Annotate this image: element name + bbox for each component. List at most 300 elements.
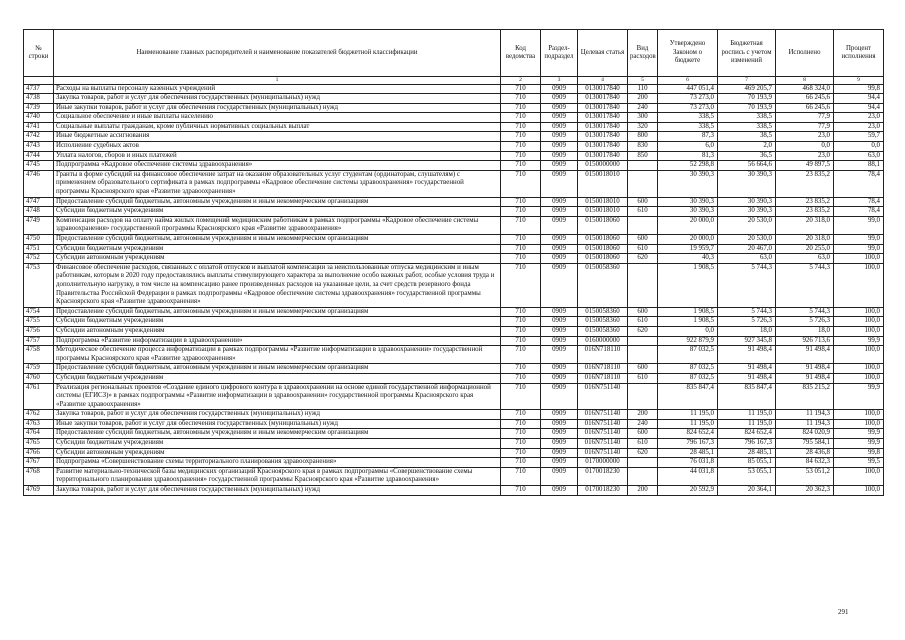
- dept-code-cell: 710: [501, 373, 541, 383]
- approved-cell: 30 390,3: [658, 207, 718, 217]
- row-name-cell: Субсидии бюджетным учреждениям: [54, 439, 501, 449]
- table-body: [24, 84, 884, 495]
- table-row: [24, 103, 884, 113]
- expense-kind-cell: [628, 263, 658, 307]
- row-name-cell: Субсидии бюджетным учреждениям: [54, 207, 501, 217]
- approved-cell: 30 390,3: [658, 197, 718, 207]
- table-row: [24, 307, 884, 317]
- approved-cell: 87,3: [658, 132, 718, 142]
- approved-cell: 44 031,8: [658, 467, 718, 485]
- row-number-cell: 4739: [24, 103, 54, 113]
- percent-cell: 78,4: [834, 197, 884, 207]
- target-article-cell: 0130017840: [578, 103, 628, 113]
- row-name-cell: Гранты в форме субсидий на финансовое обеспечение затрат на оказание образовательных услуг студентам (ординаторам, слушателям) с применением образовательного сертификата в рамках подпрограммы «Кадровое обеспечение системы здравоохранения» государственной программы Красноярского края «Развитие здравоохранения»: [54, 170, 501, 197]
- dept-code-cell: 710: [501, 151, 541, 161]
- header-approved: Утверждено Законом о бюджете: [658, 30, 718, 77]
- dept-code-cell: 710: [501, 429, 541, 439]
- budget-list-cell: 338,5: [718, 113, 776, 123]
- section-cell: 0909: [541, 439, 578, 449]
- target-article-cell: 0130017840: [578, 84, 628, 94]
- percent-cell: 23,0: [834, 113, 884, 123]
- header-dept-code: Код ведомства: [501, 30, 541, 77]
- column-number: 9: [834, 77, 884, 85]
- executed-cell: 835 215,2: [776, 383, 834, 410]
- header-name: Наименование главных распорядителей и наименование показателей бюджетной классификации: [54, 30, 501, 77]
- dept-code-cell: 710: [501, 326, 541, 336]
- executed-cell: 5 726,3: [776, 317, 834, 327]
- section-cell: 0909: [541, 170, 578, 197]
- approved-cell: 338,5: [658, 113, 718, 123]
- row-name-cell: Развитие материально-технической базы медицинских организаций Красноярского края в рамках подпрограммы «Совершенствование схемы территориального планирования здравоохранения» государственной программы Красноярского края «Развитие здравоохранения»: [54, 467, 501, 485]
- table-row: [24, 458, 884, 468]
- table-row: [24, 429, 884, 439]
- row-name-cell: Субсидии автономным учреждениям: [54, 326, 501, 336]
- row-name-cell: Расходы на выплаты персоналу казенных учреждений: [54, 84, 501, 94]
- section-cell: 0909: [541, 216, 578, 234]
- expense-kind-cell: 240: [628, 103, 658, 113]
- budget-list-cell: 70 193,9: [718, 94, 776, 104]
- executed-cell: 66 245,6: [776, 103, 834, 113]
- executed-cell: 11 194,3: [776, 410, 834, 420]
- target-article-cell: 0130017840: [578, 142, 628, 152]
- row-name-cell: Предоставление субсидий бюджетным, автономным учреждениям и иным некоммерческим организациям: [54, 235, 501, 245]
- percent-cell: 100,0: [834, 410, 884, 420]
- approved-cell: 28 485,1: [658, 448, 718, 458]
- expense-kind-cell: 240: [628, 419, 658, 429]
- table-row: [24, 161, 884, 171]
- dept-code-cell: 710: [501, 94, 541, 104]
- target-article-cell: 0150018010: [578, 197, 628, 207]
- column-number: 6: [658, 77, 718, 85]
- column-number: 7: [718, 77, 776, 85]
- row-name-cell: Закупка товаров, работ и услуг для обеспечения государственных (муниципальных) нужд: [54, 94, 501, 104]
- approved-cell: 835 847,4: [658, 383, 718, 410]
- table-row: [24, 383, 884, 410]
- executed-cell: 77,9: [776, 122, 834, 132]
- row-name-cell: Субсидии автономным учреждениям: [54, 254, 501, 264]
- table-row: [24, 84, 884, 94]
- column-number: 8: [776, 77, 834, 85]
- approved-cell: 6,0: [658, 142, 718, 152]
- target-article-cell: 016N718110: [578, 364, 628, 374]
- target-article-cell: 016N751140: [578, 439, 628, 449]
- target-article-cell: 0130017840: [578, 94, 628, 104]
- row-number-cell: 4747: [24, 197, 54, 207]
- header-budget-list: Бюджетная роспись с учетом изменений: [718, 30, 776, 77]
- row-number-cell: 4761: [24, 383, 54, 410]
- header-percent: Процент исполнения: [834, 30, 884, 77]
- dept-code-cell: 710: [501, 486, 541, 496]
- row-name-cell: Компенсация расходов на оплату найма жилых помещений медицинским работникам в рамках подпрограммы «Кадровое обеспечение системы здравоохранения» государственной программы Красноярского края «Развитие здравоохранения»: [54, 216, 501, 234]
- row-name-cell: Иные закупки товаров, работ и услуг для обеспечения государственных (муниципальных) нужд: [54, 103, 501, 113]
- table-row: [24, 197, 884, 207]
- target-article-cell: 0150058360: [578, 307, 628, 317]
- dept-code-cell: 710: [501, 244, 541, 254]
- expense-kind-cell: [628, 161, 658, 171]
- row-number-cell: 4737: [24, 84, 54, 94]
- expense-kind-cell: 610: [628, 439, 658, 449]
- dept-code-cell: 710: [501, 254, 541, 264]
- approved-cell: 19 959,7: [658, 244, 718, 254]
- section-cell: 0909: [541, 132, 578, 142]
- dept-code-cell: 710: [501, 207, 541, 217]
- dept-code-cell: 710: [501, 458, 541, 468]
- target-article-cell: 0130017840: [578, 151, 628, 161]
- executed-cell: 66 245,6: [776, 94, 834, 104]
- dept-code-cell: 710: [501, 113, 541, 123]
- executed-cell: 20 362,3: [776, 486, 834, 496]
- percent-cell: 99,8: [834, 448, 884, 458]
- column-number: [24, 77, 54, 85]
- table-row: [24, 326, 884, 336]
- section-cell: 0909: [541, 244, 578, 254]
- executed-cell: 11 194,3: [776, 419, 834, 429]
- target-article-cell: 0150058360: [578, 263, 628, 307]
- row-name-cell: Иные закупки товаров, работ и услуг для обеспечения государственных (муниципальных) нужд: [54, 419, 501, 429]
- section-cell: 0909: [541, 103, 578, 113]
- percent-cell: 99,0: [834, 235, 884, 245]
- budget-list-cell: 30 390,3: [718, 170, 776, 197]
- budget-list-cell: 20 364,1: [718, 486, 776, 496]
- target-article-cell: 0170018230: [578, 467, 628, 485]
- table-row: [24, 142, 884, 152]
- section-cell: 0909: [541, 142, 578, 152]
- percent-cell: 100,0: [834, 467, 884, 485]
- target-article-cell: 0130017840: [578, 132, 628, 142]
- table-row: [24, 207, 884, 217]
- target-article-cell: 0150018010: [578, 170, 628, 197]
- expense-kind-cell: 600: [628, 307, 658, 317]
- budget-list-cell: 91 498,4: [718, 373, 776, 383]
- executed-cell: 824 020,9: [776, 429, 834, 439]
- table-row: [24, 486, 884, 496]
- approved-cell: 20 000,0: [658, 235, 718, 245]
- row-name-cell: Подпрограмма «Кадровое обеспечение системы здравоохранения»: [54, 161, 501, 171]
- budget-list-cell: 85 055,1: [718, 458, 776, 468]
- percent-cell: 100,0: [834, 307, 884, 317]
- row-number-cell: 4757: [24, 336, 54, 346]
- target-article-cell: 016N718110: [578, 346, 628, 364]
- dept-code-cell: 710: [501, 346, 541, 364]
- row-number-cell: 4763: [24, 419, 54, 429]
- budget-list-cell: 5 744,3: [718, 307, 776, 317]
- row-name-cell: Предоставление субсидий бюджетным, автономным учреждениям и иным некоммерческим организациям: [54, 364, 501, 374]
- dept-code-cell: 710: [501, 364, 541, 374]
- row-number-cell: 4740: [24, 113, 54, 123]
- dept-code-cell: 710: [501, 122, 541, 132]
- budget-list-cell: 20 530,0: [718, 216, 776, 234]
- budget-list-cell: 30 390,3: [718, 197, 776, 207]
- table-row: [24, 122, 884, 132]
- section-cell: 0909: [541, 84, 578, 94]
- expense-kind-cell: 610: [628, 244, 658, 254]
- section-cell: 0909: [541, 419, 578, 429]
- table-row: [24, 244, 884, 254]
- dept-code-cell: 710: [501, 235, 541, 245]
- budget-list-cell: 11 195,0: [718, 419, 776, 429]
- percent-cell: 100,0: [834, 419, 884, 429]
- row-number-cell: 4759: [24, 364, 54, 374]
- expense-kind-cell: 620: [628, 326, 658, 336]
- executed-cell: 5 744,3: [776, 263, 834, 307]
- approved-cell: 11 195,0: [658, 419, 718, 429]
- table-row: [24, 373, 884, 383]
- row-name-cell: Финансовое обеспечение расходов, связанных с оплатой отпусков и выплатой компенсации за неиспользованные отпуска медицинским и иным работникам, которым в 2020 году предоставлялись выплаты стимулирующего характера за выполнение особо важных работ, особые условия труда и дополнительную нагрузку, в том числе на компенсацию ранее произведенных расходов на указанные цели, за счет средств резервного фонда Правительства Российской Федерации в рамках подпрограммы «Кадровое обеспечение системы здравоохранения» государственной программы Красноярского края «Развитие здравоохранения»: [54, 263, 501, 307]
- section-cell: 0909: [541, 336, 578, 346]
- row-number-cell: 4760: [24, 373, 54, 383]
- table-row: [24, 235, 884, 245]
- budget-list-cell: 36,5: [718, 151, 776, 161]
- expense-kind-cell: 830: [628, 142, 658, 152]
- percent-cell: 100,0: [834, 326, 884, 336]
- section-cell: 0909: [541, 235, 578, 245]
- row-number-cell: 4768: [24, 467, 54, 485]
- budget-list-cell: 56 664,6: [718, 161, 776, 171]
- percent-cell: 0,0: [834, 142, 884, 152]
- target-article-cell: 0130017840: [578, 122, 628, 132]
- table-row: [24, 254, 884, 264]
- executed-cell: 5 744,3: [776, 307, 834, 317]
- row-number-cell: 4769: [24, 486, 54, 496]
- percent-cell: 100,0: [834, 254, 884, 264]
- table-row: [24, 151, 884, 161]
- dept-code-cell: 710: [501, 84, 541, 94]
- dept-code-cell: 710: [501, 263, 541, 307]
- budget-list-cell: 63,0: [718, 254, 776, 264]
- table-row: [24, 94, 884, 104]
- row-number-cell: 4745: [24, 161, 54, 171]
- row-number-cell: 4766: [24, 448, 54, 458]
- row-name-cell: Иные бюджетные ассигнования: [54, 132, 501, 142]
- approved-cell: 922 879,9: [658, 336, 718, 346]
- section-cell: 0909: [541, 467, 578, 485]
- budget-list-cell: 91 498,4: [718, 346, 776, 364]
- row-name-cell: Подпрограмма «Совершенствование схемы территориального планирования здравоохранения»: [54, 458, 501, 468]
- row-number-cell: 4749: [24, 216, 54, 234]
- dept-code-cell: 710: [501, 467, 541, 485]
- approved-cell: 20 592,9: [658, 486, 718, 496]
- approved-cell: 87 032,5: [658, 373, 718, 383]
- header-executed: Исполнено: [776, 30, 834, 77]
- budget-list-cell: 11 195,0: [718, 410, 776, 420]
- percent-cell: 100,0: [834, 364, 884, 374]
- table-row: [24, 170, 884, 197]
- row-name-cell: Субсидии бюджетным учреждениям: [54, 244, 501, 254]
- executed-cell: 91 498,4: [776, 346, 834, 364]
- expense-kind-cell: 850: [628, 151, 658, 161]
- table-row: [24, 364, 884, 374]
- approved-cell: 81,3: [658, 151, 718, 161]
- executed-cell: 84 632,3: [776, 458, 834, 468]
- row-number-cell: 4764: [24, 429, 54, 439]
- expense-kind-cell: 600: [628, 364, 658, 374]
- table-row: [24, 439, 884, 449]
- target-article-cell: 0150018060: [578, 235, 628, 245]
- target-article-cell: 0150000000: [578, 161, 628, 171]
- expense-kind-cell: [628, 336, 658, 346]
- section-cell: 0909: [541, 207, 578, 217]
- section-cell: 0909: [541, 326, 578, 336]
- approved-cell: 11 195,0: [658, 410, 718, 420]
- percent-cell: 59,7: [834, 132, 884, 142]
- dept-code-cell: 710: [501, 410, 541, 420]
- row-number-cell: 4738: [24, 94, 54, 104]
- dept-code-cell: 710: [501, 307, 541, 317]
- approved-cell: 87 032,5: [658, 346, 718, 364]
- row-name-cell: Предоставление субсидий бюджетным, автономным учреждениям и иным некоммерческим организациям: [54, 307, 501, 317]
- section-cell: 0909: [541, 410, 578, 420]
- header-target-article: Целевая статья: [578, 30, 628, 77]
- executed-cell: 468 324,0: [776, 84, 834, 94]
- target-article-cell: 0150058360: [578, 317, 628, 327]
- row-name-cell: Субсидии бюджетным учреждениям: [54, 373, 501, 383]
- executed-cell: 28 436,8: [776, 448, 834, 458]
- target-article-cell: 0160000000: [578, 336, 628, 346]
- approved-cell: 52 298,8: [658, 161, 718, 171]
- expense-kind-cell: 610: [628, 207, 658, 217]
- budget-list-cell: 91 498,4: [718, 364, 776, 374]
- table-header: [24, 30, 884, 85]
- header-row-number: № строки: [24, 30, 54, 77]
- section-cell: 0909: [541, 373, 578, 383]
- budget-list-cell: 38,5: [718, 132, 776, 142]
- expense-kind-cell: [628, 467, 658, 485]
- target-article-cell: 0150018010: [578, 207, 628, 217]
- dept-code-cell: 710: [501, 197, 541, 207]
- row-name-cell: Исполнение судебных актов: [54, 142, 501, 152]
- row-number-cell: 4741: [24, 122, 54, 132]
- percent-cell: 100,0: [834, 373, 884, 383]
- percent-cell: 100,0: [834, 346, 884, 364]
- table-row: [24, 263, 884, 307]
- row-name-cell: Реализация региональных проектов «Создание единого цифрового контура в здравоохранении на основе единой государственной информационной системы (ЕГИСЗ)» в рамках подпрограммы «Развитие информатизации в здравоохранении» государственной программы Красноярского края «Развитие здравоохранения»: [54, 383, 501, 410]
- percent-cell: 94,4: [834, 103, 884, 113]
- budget-execution-table: [23, 29, 884, 496]
- dept-code-cell: 710: [501, 317, 541, 327]
- section-cell: 0909: [541, 364, 578, 374]
- executed-cell: 49 897,5: [776, 161, 834, 171]
- dept-code-cell: 710: [501, 132, 541, 142]
- percent-cell: 99,9: [834, 383, 884, 410]
- row-number-cell: 4755: [24, 317, 54, 327]
- row-name-cell: Социальные выплаты гражданам, кроме публичных нормативных социальных выплат: [54, 122, 501, 132]
- table-row: [24, 113, 884, 123]
- budget-list-cell: 796 167,3: [718, 439, 776, 449]
- section-cell: 0909: [541, 113, 578, 123]
- executed-cell: 20 318,0: [776, 235, 834, 245]
- row-name-cell: Субсидии автономным учреждениям: [54, 448, 501, 458]
- section-cell: 0909: [541, 307, 578, 317]
- budget-list-cell: 2,0: [718, 142, 776, 152]
- target-article-cell: 016N751140: [578, 419, 628, 429]
- row-number-cell: 4750: [24, 235, 54, 245]
- target-article-cell: 0170000000: [578, 458, 628, 468]
- column-number: 1: [54, 77, 501, 85]
- row-number-cell: 4743: [24, 142, 54, 152]
- approved-cell: 73 273,0: [658, 94, 718, 104]
- target-article-cell: 0150018060: [578, 254, 628, 264]
- budget-list-cell: 53 055,1: [718, 467, 776, 485]
- expense-kind-cell: 320: [628, 122, 658, 132]
- section-cell: 0909: [541, 346, 578, 364]
- row-name-cell: Предоставление субсидий бюджетным, автономным учреждениям и иным некоммерческим организациям: [54, 197, 501, 207]
- approved-cell: 824 652,4: [658, 429, 718, 439]
- header-expense-kind: Вид расходов: [628, 30, 658, 77]
- percent-cell: 78,4: [834, 170, 884, 197]
- budget-list-cell: 70 193,9: [718, 103, 776, 113]
- budget-list-cell: 5 726,3: [718, 317, 776, 327]
- percent-cell: 100,0: [834, 486, 884, 496]
- executed-cell: 23,0: [776, 151, 834, 161]
- row-number-cell: 4758: [24, 346, 54, 364]
- row-number-cell: 4754: [24, 307, 54, 317]
- section-cell: 0909: [541, 122, 578, 132]
- expense-kind-cell: [628, 458, 658, 468]
- budget-list-cell: 469 205,7: [718, 84, 776, 94]
- budget-list-cell: 927 345,8: [718, 336, 776, 346]
- expense-kind-cell: 610: [628, 373, 658, 383]
- table-row: [24, 216, 884, 234]
- executed-cell: 0,0: [776, 142, 834, 152]
- budget-list-cell: 20 467,0: [718, 244, 776, 254]
- table-row: [24, 132, 884, 142]
- row-number-cell: 4744: [24, 151, 54, 161]
- target-article-cell: 0150018060: [578, 216, 628, 234]
- percent-cell: 63,0: [834, 151, 884, 161]
- row-number-cell: 4746: [24, 170, 54, 197]
- section-cell: 0909: [541, 197, 578, 207]
- expense-kind-cell: 200: [628, 410, 658, 420]
- row-name-cell: Предоставление субсидий бюджетным, автономным учреждениям и иным некоммерческим организациям: [54, 429, 501, 439]
- executed-cell: 63,0: [776, 254, 834, 264]
- target-article-cell: 016N718110: [578, 373, 628, 383]
- table-row: [24, 448, 884, 458]
- percent-cell: 94,4: [834, 94, 884, 104]
- section-cell: 0909: [541, 263, 578, 307]
- approved-cell: 1 908,5: [658, 263, 718, 307]
- row-number-cell: 4752: [24, 254, 54, 264]
- percent-cell: 99,0: [834, 244, 884, 254]
- expense-kind-cell: 300: [628, 113, 658, 123]
- approved-cell: 1 908,5: [658, 317, 718, 327]
- executed-cell: 926 713,6: [776, 336, 834, 346]
- dept-code-cell: 710: [501, 336, 541, 346]
- budget-list-cell: 20 530,0: [718, 235, 776, 245]
- table-row: [24, 410, 884, 420]
- section-cell: 0909: [541, 151, 578, 161]
- budget-list-cell: 5 744,3: [718, 263, 776, 307]
- dept-code-cell: 710: [501, 103, 541, 113]
- column-number-row: [24, 77, 884, 85]
- table-row: [24, 467, 884, 485]
- executed-cell: 77,9: [776, 113, 834, 123]
- table-row: [24, 317, 884, 327]
- expense-kind-cell: 600: [628, 429, 658, 439]
- section-cell: 0909: [541, 383, 578, 410]
- column-number: 3: [541, 77, 578, 85]
- expense-kind-cell: 610: [628, 317, 658, 327]
- target-article-cell: 0150018060: [578, 244, 628, 254]
- row-number-cell: 4748: [24, 207, 54, 217]
- executed-cell: 23 835,2: [776, 170, 834, 197]
- row-name-cell: Уплата налогов, сборов и иных платежей: [54, 151, 501, 161]
- executed-cell: 20 318,0: [776, 216, 834, 234]
- budget-list-cell: 28 485,1: [718, 448, 776, 458]
- expense-kind-cell: 620: [628, 448, 658, 458]
- section-cell: 0909: [541, 448, 578, 458]
- budget-list-cell: 338,5: [718, 122, 776, 132]
- row-name-cell: Подпрограмма «Развитие информатизации в здравоохранении»: [54, 336, 501, 346]
